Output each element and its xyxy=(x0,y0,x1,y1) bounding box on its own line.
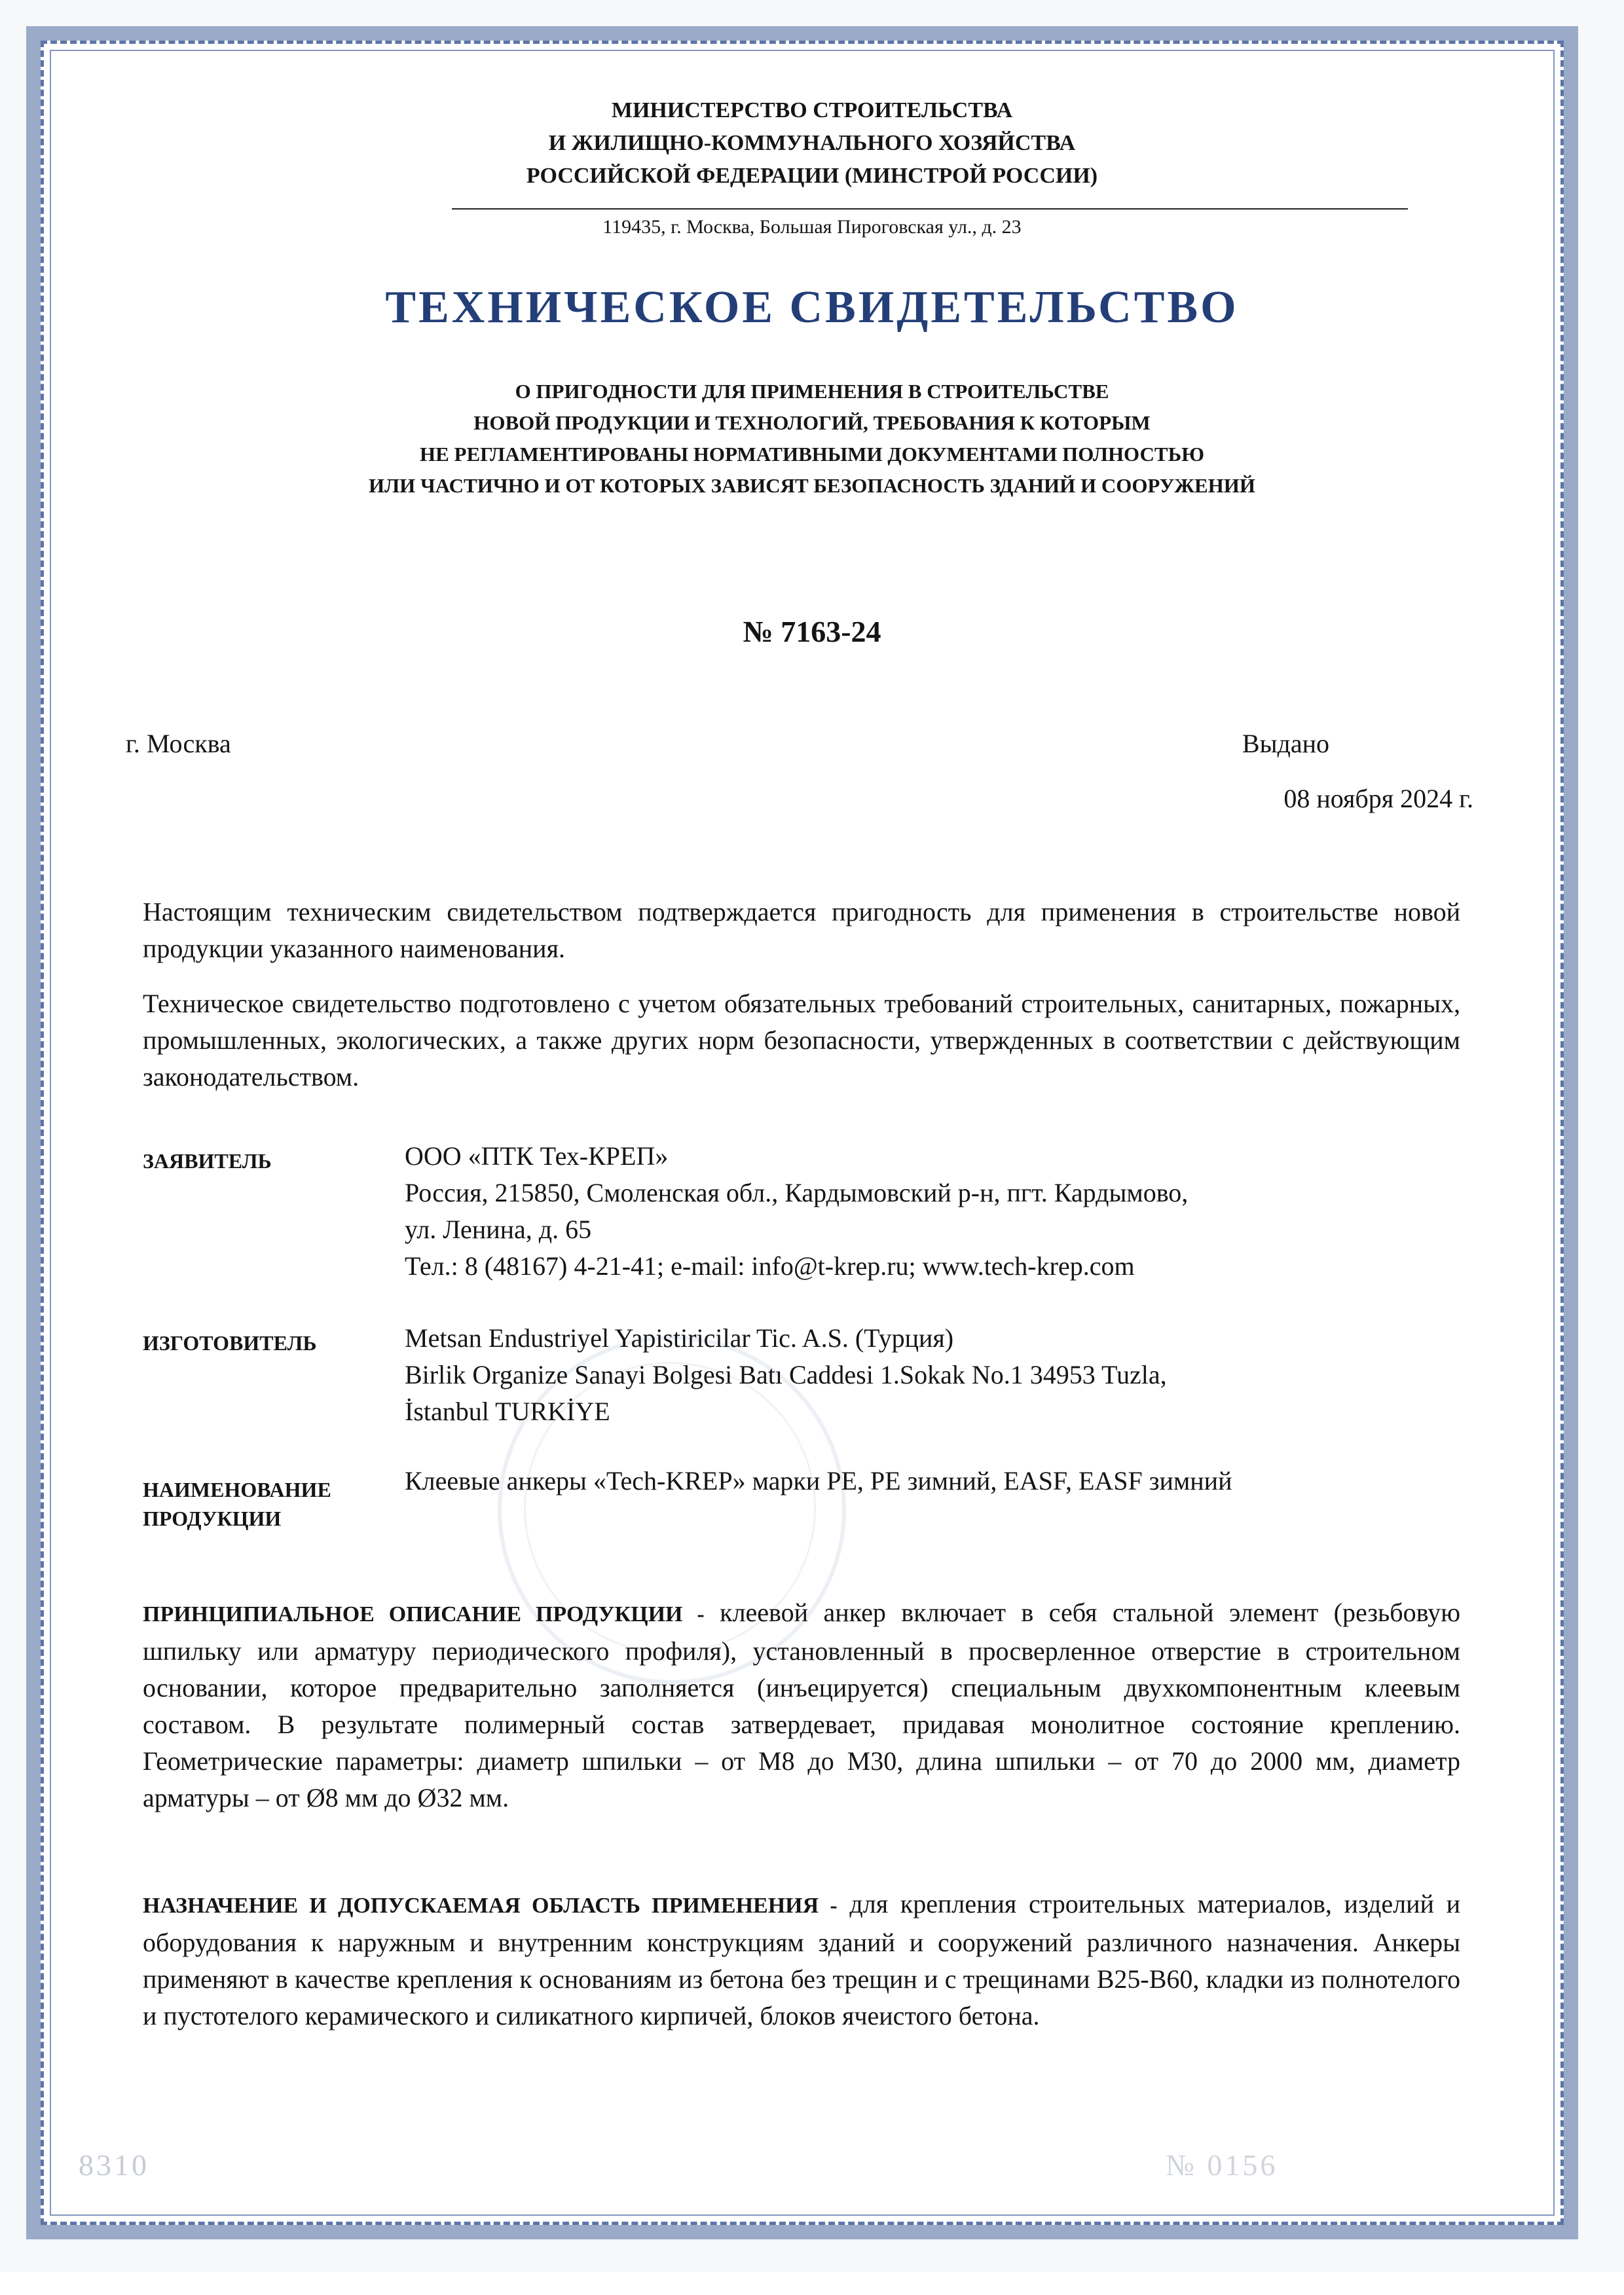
ministry-address: 119435, г. Москва, Большая Пироговская ул., д. 23 xyxy=(602,216,1022,238)
document-title: ТЕХНИЧЕСКОЕ СВИДЕТЕЛЬСТВО xyxy=(385,282,1239,333)
manufacturer-name: Metsan Endustriyel Yapistiricilar Tic. A.S. (Турция) xyxy=(405,1323,954,1353)
description-label: ПРИНЦИПИАЛЬНОЕ ОПИСАНИЕ ПРОДУКЦИИ - xyxy=(143,1602,705,1626)
applicant-address: Россия, 215850, Смоленская обл., Кардымовский р-н, пгт. Кардымово, xyxy=(405,1178,1189,1207)
manufacturer-city: İstanbul TURKİYE xyxy=(405,1397,610,1426)
serial-right: № 0156 xyxy=(1166,2148,1278,2182)
city: г. Москва xyxy=(126,729,231,758)
product-description xyxy=(143,1594,1460,1816)
subtitle-line-1: О ПРИГОДНОСТИ ДЛЯ ПРИМЕНЕНИЯ В СТРОИТЕЛЬСТВЕ xyxy=(515,380,1109,403)
certificate-number: № 7163-24 xyxy=(743,615,881,648)
applicant-contacts: Тел.: 8 (48167) 4-21-41; e-mail: info@t-krep.ru; www.tech-krep.com xyxy=(405,1251,1135,1281)
purpose-label: НАЗНАЧЕНИЕ И ДОПУСКАЕМАЯ ОБЛАСТЬ ПРИМЕНЕНИЯ - xyxy=(143,1894,838,1918)
issued-date: 08 ноября 2024 г. xyxy=(1283,784,1473,813)
product-name: Клеевые анкеры «Tech-KREP» марки PE, PE зимний, EASF, EASF зимний xyxy=(405,1466,1232,1496)
manufacturer-label: ИЗГОТОВИТЕЛЬ xyxy=(143,1331,317,1355)
product-label-1: НАИМЕНОВАНИЕ xyxy=(143,1478,331,1501)
manufacturer-address: Birlik Organize Sanayi Bolgesi Batı Caddesi 1.Sokak No.1 34953 Tuzla, xyxy=(405,1360,1167,1389)
purpose-text: для крепления строительных материалов, изделий и оборудования к наружным и внутренним конструкциям зданий и сооружений различного назначения. Анкеры применяют в качестве крепления к основаниям из бетона без трещин и с трещинами В25-В60, кладки из полнотелого и пустотелого керамического и силикатного кирпичей, блоков ячеистого бетона. xyxy=(143,1889,1460,2030)
subtitle-line-3: НЕ РЕГЛАМЕНТИРОВАНЫ НОРМАТИВНЫМИ ДОКУМЕНТАМИ ПОЛНОСТЬЮ xyxy=(419,443,1205,466)
subtitle-line-4: ИЛИ ЧАСТИЧНО И ОТ КОТОРЫХ ЗАВИСЯТ БЕЗОПАСНОСТЬ ЗДАНИЙ И СООРУЖЕНИЙ xyxy=(368,474,1256,497)
paragraph-requirements: Техническое свидетельство подготовлено с учетом обязательных требований строительных, санитарных, пожарных, промышленных, экологических, а также других норм безопасности, утвержденных в соответствии с действующим законодательством. xyxy=(143,989,1460,1092)
issued-label: Выдано xyxy=(1242,729,1329,758)
ministry-line-1: МИНИСТЕРСТВО СТРОИТЕЛЬСТВА xyxy=(611,98,1013,122)
description-text: клеевой анкер включает в себя стальной элемент (резьбовую шпильку или арматуру периодического профиля), установленный в просверленное отверстие в строительном основании, которое предварительно заполняется (инъецируется) специальным двухкомпонентным клеевым составом. В результате полимерный состав затвердевает, придавая монолитное состояние креплению. Геометрические параметры: диаметр шпильки – от М8 до М30, длина шпильки – от 70 до 2000 мм, диаметр арматуры – от Ø8 мм до Ø32 мм. xyxy=(143,1598,1461,1812)
serial-left: 8310 xyxy=(79,2148,149,2182)
header-rule xyxy=(452,208,1408,210)
scan-edge xyxy=(0,2272,1624,2295)
applicant-label: ЗАЯВИТЕЛЬ xyxy=(143,1149,272,1173)
product-label-2: ПРОДУКЦИИ xyxy=(143,1507,282,1530)
paragraph-confirmation: Настоящим техническим свидетельством подтверждается пригодность для применения в строительстве новой продукции указанного наименования. xyxy=(143,897,1460,963)
applicant-street: ул. Ленина, д. 65 xyxy=(405,1215,592,1244)
ministry-line-2: И ЖИЛИЩНО-КОММУНАЛЬНОГО ХОЗЯЙСТВА xyxy=(548,131,1076,155)
purpose-section xyxy=(143,1886,1460,2034)
applicant-name: ООО «ПТК Тех-КРЕП» xyxy=(405,1141,669,1171)
ministry-line-3: РОССИЙСКОЙ ФЕДЕРАЦИИ (МИНСТРОЙ РОССИИ) xyxy=(526,164,1098,188)
subtitle-line-2: НОВОЙ ПРОДУКЦИИ И ТЕХНОЛОГИЙ, ТРЕБОВАНИЯ К КОТОРЫМ xyxy=(473,411,1151,434)
